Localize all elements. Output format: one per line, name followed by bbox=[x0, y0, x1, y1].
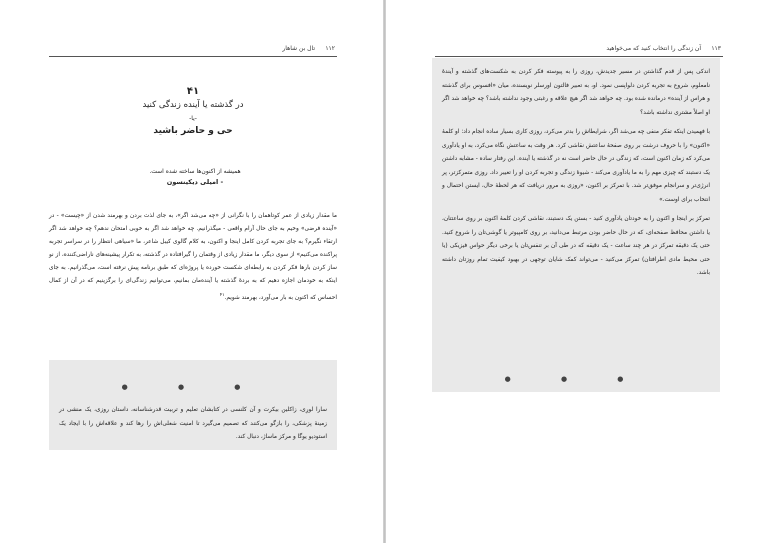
page-number: ۱۱۳ bbox=[711, 45, 721, 52]
left-page-header bbox=[49, 44, 337, 57]
running-title: تال بن شاهار bbox=[282, 45, 315, 52]
page-number: ۱۱۲ bbox=[325, 45, 335, 52]
epigraph-author: - امیلی دیکینسون bbox=[166, 178, 224, 186]
story-box bbox=[49, 360, 337, 450]
story-paragraph: سارا لورِی، زاکلین بیکرت و آن کلنسی در کتابشان تعلیم و تربیت قدرشناسانه، داستان روزی، یک منشی در زمینهٔ پزشکی، را بازگو می‌کنند که تصمیم می‌گیرد تا امنیت شغلی‌اش را رها کند و علاقه‌اش را با ایجاد یک استودیو یوگا و مرکز ماساژ، دنبال کند. bbox=[59, 407, 327, 440]
body-paragraph: ما مقدار زیادی از عمر کوتاهمان را با نگرانی از «چه می‌شد اگر»، به جای لذت بردن و بهرمند شدن از «چیست» - در «آینده فرضی» وخیم به جای حال آرام واقعی - میگذرانیم. چه خواهد شد اگر به خوبی امتحان ندهم؟ چه خواهد شد اگر ارتقاء نگیرم؟ به جای تجربه کردن کامل اینجا و اکنون، به کلام گالوی کیبل شاعر، ما «سیاهی انتظار را در سراسر تجربه پراکنده می‌کنیم» از سوی دیگر، ما مقدار زیادی از وقتمان را گیرافتاده در گذشته، به تکرار پیشینه‌های ناراضی‌کننده، از نو ساز کردن بارها فکر کردن به رابطه‌ای شکست خورده یا پروژه‌ای که طبق برنامه پیش نرفته است، می‌گذرانیم. به جای اینکه به خودمان اجازه دهیم که به بردهٔ گذشته یا آینده‌مان بمانیم، می‌توانیم زندگی‌ای را برگزینیم که در آن از کمال احساس که اکنون به بار می‌آورد، بهرمند شویم. bbox=[49, 213, 337, 301]
right-page-header bbox=[435, 44, 723, 57]
story-paragraph: اندکی پس از قدم گذاشتن در مسیر جدیدش، روزی را به پیوسته فکر کردن به شکست‌های گذشته و آیندهٔ نامعلوم، شروع به تجربه کردن دلواپسی نمود. او، به تعبیر فالتون اورسلر نویسنده، میان «افسوس برای گذشته و هراس از آینده» درمانده شده بود. چه خواهد شد اگر هیچ علاقه و رغبتی وجود نداشته باشد؟ چه خواهد شد اگر او اصلاً مشتری نداشته باشد؟ bbox=[442, 69, 710, 116]
epigraph-quote: همیشه از اکنون‌ها ساخته شده است. bbox=[149, 168, 241, 175]
ornament-dots: ● ● ● bbox=[504, 375, 648, 383]
story-box-continued bbox=[432, 58, 720, 392]
chapter-title-separator: -یا- bbox=[189, 115, 197, 122]
running-title: آن زندگی را انتخاب کنید که می‌خواهید bbox=[606, 45, 701, 52]
story-paragraph: با فهمیدن اینکه تفکر منفی چه می‌شد اگر، شرایطاش را بدتر می‌کرد، روزی کاری بسیار ساده انجام داد: او کلمهٔ «اکنون» را با حروف درشت بر روی صفحهٔ ساعتش نقاشی کرد. هر وقت به ساعتش نگاه می‌کرد، به او یادآوری می‌کرد که زمان اکنون است، که زندگی در حال حاضر است نه در گذشته یا آینده. این رفتار ساده - مشابه داشتن یک دستبند که چیزی مهم را به ما یادآوری می‌کند - شیوهٔ زندگی و تجربه کردن او را تغییر داد. روزی متمرکزتر، پر انرژی‌تر و سرانجام موفق‌تر شد. با تمرکز بر اکنون، «روزی به مرور دریافت که هر لحظهٔ حال، ایستن احتمال و انتخاب برای اوست.» bbox=[442, 129, 710, 203]
left-page bbox=[0, 0, 383, 543]
story-box-text bbox=[442, 66, 710, 287]
chapter-title: در گذشته یا آینده زندگی کنید bbox=[142, 100, 244, 110]
body-text bbox=[49, 210, 337, 305]
chapter-number: ۴۱ bbox=[186, 86, 200, 97]
chapter-subtitle: حی و حاضر باشید bbox=[153, 126, 233, 136]
ornament-dots: ● ● ● bbox=[121, 383, 265, 391]
story-paragraph: تمرکز بر اینجا و اکنون را به خودتان یادآوری کنید - بستن یک دستبند، نقاشی کردن کلمهٔ اکنون بر روی ساعتتان، یا داشتن محافظ صفحه‌ای، که در حال حاضر بودن مرتبط می‌دانید، بر روی کامپیوتر یا گوشی‌تان را شروع کنید. حتی یک دقیقه تمرکز در هر چند ساعت - یک دقیقه که در طی آن بر تنفس‌تان یا برخی دیگر حواس فیزیکی (یا حتی محیط مادی اطرافتان) تمرکز می‌کنید - می‌تواند کمک شایان توجهی در بهبود کیفیت تمام روزتان داشته باشد. bbox=[442, 216, 710, 276]
footnote-marker: ۴۱ bbox=[219, 292, 225, 298]
story-box-text bbox=[59, 404, 327, 445]
